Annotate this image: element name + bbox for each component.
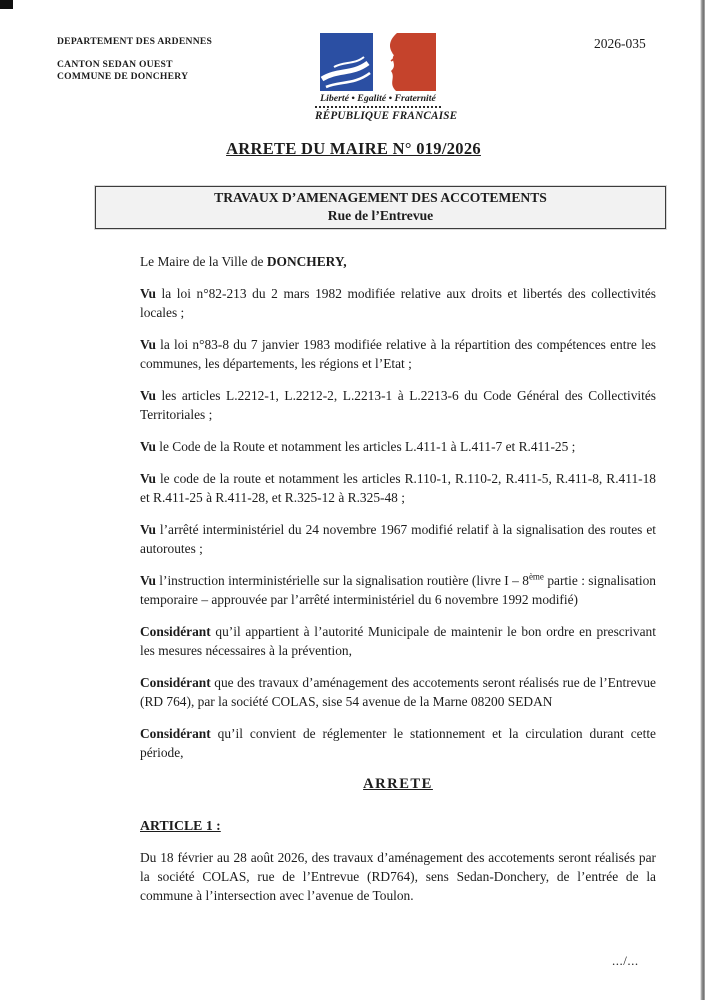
recital-text: les articles L.2212-1, L.2212-2, L.2213-1 à L.2213-6 du Code Général des Collectivités Territoriales ; (140, 388, 656, 422)
article-1-heading-text: ARTICLE 1 : (140, 818, 221, 833)
recital-lead: Vu (140, 573, 156, 588)
recital-paragraph (140, 335, 656, 373)
recital-paragraph (140, 622, 656, 660)
recital-lead: Vu (140, 337, 156, 352)
recital-paragraph (140, 469, 656, 507)
recital-paragraph (140, 386, 656, 424)
page-title (0, 139, 707, 159)
page-title-text: ARRETE DU MAIRE N° 019/2026 (226, 139, 481, 158)
recital-lead: Vu (140, 439, 156, 454)
subject-box (95, 186, 666, 229)
recital-lead: Considérant (140, 624, 211, 639)
logo-divider (315, 106, 441, 108)
recital-paragraph (140, 571, 656, 609)
document-body (140, 252, 656, 918)
article-1-text: Du 18 février au 28 août 2026, des travaux d’aménagement des accotements seront réalisés par la société COLAS, rue de l’Entrevue (RD764), sens Sedan-Donchery, de l’entrée de la commune à l’intersection avec l’avenue de Toulon. (140, 850, 656, 903)
commune-line: COMMUNE DE DONCHERY (57, 71, 189, 82)
logo-republic-label: RÉPUBLIQUE FRANCAISE (315, 110, 458, 122)
recitals (140, 284, 656, 762)
recital-lead: Vu (140, 522, 156, 537)
canton-line: CANTON SEDAN OUEST (57, 59, 173, 70)
recital-text: l’instruction interministérielle sur la signalisation routière (livre I – 8ème partie : signalisation temporaire – approuvée par l’arrêté interministériel du 6 novembre 1992 modifié) (140, 571, 657, 607)
continuation-mark: .../... (612, 953, 639, 968)
recital-paragraph (140, 520, 656, 558)
recital-text: la loi n°82-213 du 2 mars 1982 modifiée relative aux droits et libertés des collectivités locales ; (140, 286, 656, 320)
arrete-heading-text: ARRETE (363, 776, 433, 792)
recital-lead: Considérant (140, 675, 211, 690)
recital-text: que des travaux d’aménagement des accotements seront réalisés rue de l’Entrevue (RD 764), par la société COLAS, sise 54 avenue de la Marne 08200 SEDAN (140, 675, 656, 709)
recital-text: qu’il appartient à l’autorité Municipale de maintenir le bon ordre en prescrivant les mesures nécessaires à la prévention, (140, 624, 656, 658)
logo-motto: Liberté • Egalité • Fraternité (320, 93, 436, 104)
recital-lead: Vu (140, 286, 156, 301)
administrative-header (57, 36, 212, 83)
recital-lead: Vu (140, 388, 156, 403)
recital-text: la loi n°83-8 du 7 janvier 1983 modifiée relative à la répartition des compétences entre les communes, les départements, les régions et l’Etat ; (140, 337, 656, 371)
republique-francaise-logo (315, 33, 458, 122)
recital-paragraph (140, 673, 656, 711)
subject-line-2: Rue de l’Entrevue (327, 207, 434, 223)
intro-prefix: Le Maire de la Ville de (140, 254, 267, 269)
intro-line (140, 252, 656, 271)
intro-commune-name: DONCHERY, (266, 254, 347, 269)
scan-corner-artifact (0, 0, 13, 9)
article-1-heading (140, 816, 656, 835)
marianne-logo-icon (320, 33, 436, 91)
recital-paragraph (140, 437, 656, 456)
document-number: 2026-035 (594, 36, 646, 51)
arrete-heading (140, 775, 656, 794)
recital-text: qu’il convient de réglementer le stationnement et la circulation durant cette période, (140, 726, 656, 760)
department-line: DEPARTEMENT DES ARDENNES (57, 36, 213, 47)
recital-text: l’arrêté interministériel du 24 novembre 1967 modifié relatif à la signalisation des routes et autoroutes ; (140, 522, 656, 556)
recital-lead: Vu (140, 471, 156, 486)
recital-paragraph (140, 284, 656, 322)
recital-lead: Considérant (140, 726, 211, 741)
recital-paragraph (140, 724, 656, 762)
subject-line-1: TRAVAUX D’AMENAGEMENT DES ACCOTEMENTS (214, 190, 547, 205)
recital-text: le Code de la Route et notamment les articles L.411-1 à L.411-7 et R.411-25 ; (159, 439, 576, 454)
recital-text: le code de la route et notamment les articles R.110-1, R.110-2, R.411-5, R.411-8, R.411-18 et R.411-25 à R.411-28, et R.325-12 à R.325-48 ; (140, 471, 656, 505)
